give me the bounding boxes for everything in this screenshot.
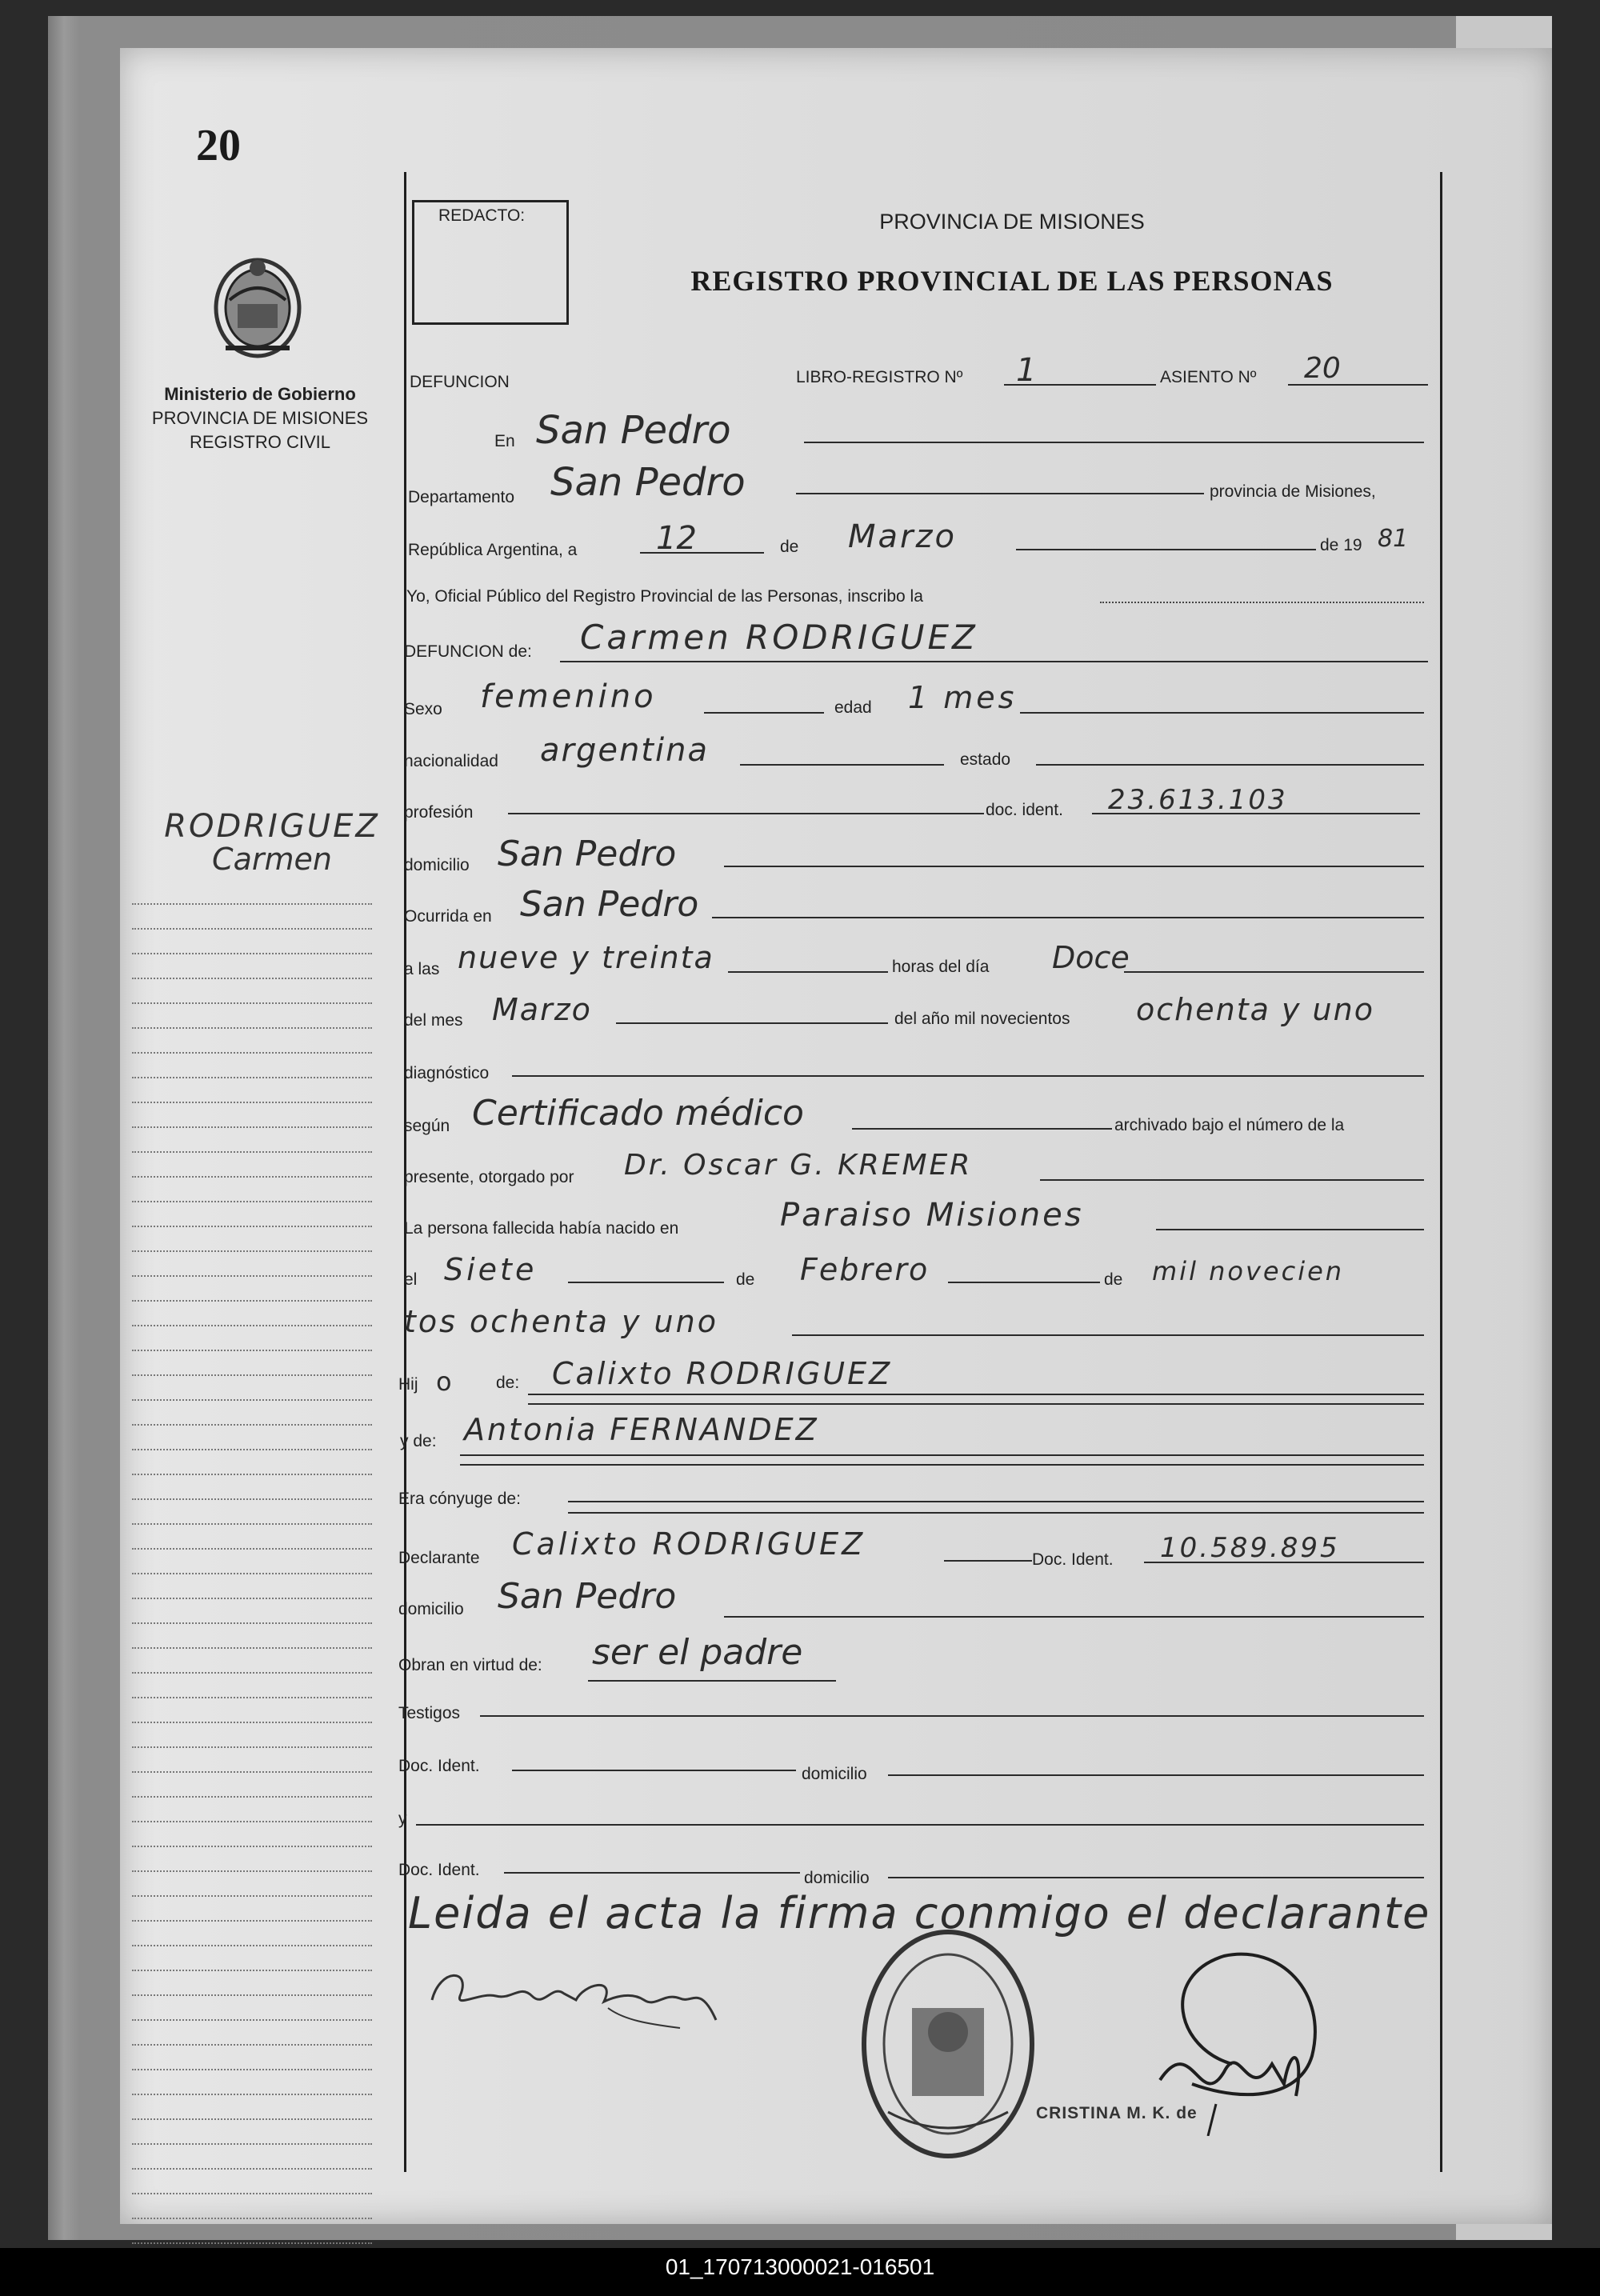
conyuge-line <box>568 1501 1424 1502</box>
margin-ruled-line <box>132 1302 372 1326</box>
estado-line <box>1036 764 1424 766</box>
domicilio-value: San Pedro <box>498 834 677 874</box>
conyuge-line-2 <box>568 1512 1424 1514</box>
closing-note: Leida el acta la firma conmigo el declarante <box>408 1888 1431 1938</box>
sexo-line <box>704 712 824 714</box>
margin-ruled-line <box>132 1798 372 1822</box>
margin-ruled-line <box>132 1922 372 1946</box>
deceased-line <box>560 661 1428 662</box>
en-label: En <box>494 432 515 450</box>
margin-ruled-line <box>132 1773 372 1798</box>
deceased-name: Carmen RODRIGUEZ <box>580 618 978 657</box>
margin-ruled-line <box>132 1822 372 1847</box>
doc-ident-value: 23.613.103 <box>1108 784 1288 816</box>
margin-ruled-line <box>132 1103 372 1128</box>
profesion-line <box>508 813 984 814</box>
y-label: y <box>398 1810 407 1828</box>
el-line <box>568 1282 724 1283</box>
en-line <box>804 442 1424 443</box>
margin-ruled-line <box>132 1426 372 1450</box>
asiento-line <box>1288 384 1428 386</box>
margin-ruled-line <box>132 1996 372 2021</box>
margin-ruled-line <box>132 1723 372 1748</box>
margin-ruled-line <box>132 2095 372 2120</box>
t1-dom-line <box>888 1774 1424 1776</box>
margin-ruled-line <box>132 1698 372 1723</box>
domicilio-label: domicilio <box>404 856 470 874</box>
testigos-label: Testigos <box>398 1704 461 1722</box>
margin-ruled-line <box>132 2194 372 2219</box>
margin-ruled-line <box>132 2120 372 2145</box>
nacido-value: Paraiso Misiones <box>780 1197 1084 1234</box>
profesion-label: profesión <box>404 803 474 822</box>
edad-value: 1 mes <box>908 680 1018 715</box>
de3-label: de <box>1104 1270 1123 1289</box>
sexo-label: Sexo <box>404 700 442 718</box>
departamento-line <box>796 493 1204 494</box>
del-mes-line <box>616 1022 888 1024</box>
margin-ruled-line <box>132 1277 372 1302</box>
file-id: 01_170713000021-016501 <box>665 2254 935 2279</box>
presente-value: Dr. Oscar G. KREMER <box>624 1149 973 1182</box>
decl-dom-line <box>724 1616 1424 1618</box>
hijo-label: Hij <box>398 1375 418 1394</box>
domicilio-line <box>724 866 1424 867</box>
segun-label: según <box>404 1117 450 1135</box>
margin-ruled-line <box>132 1178 372 1202</box>
horas-label: horas del día <box>892 958 990 976</box>
margin-note-surname: RODRIGUEZ <box>164 808 380 845</box>
margin-ruled-line <box>132 1252 372 1277</box>
day-line <box>640 552 764 554</box>
margin-ruled-line <box>132 930 372 954</box>
margin-ruled-line <box>132 2070 372 2095</box>
margin-ruled-line <box>132 1351 372 1376</box>
segun-value: Certificado médico <box>472 1093 804 1134</box>
de2-line <box>948 1282 1100 1283</box>
defuncion-de-label: DEFUNCION de: <box>404 642 532 661</box>
margin-ruled-line <box>132 1599 372 1624</box>
header-registry: REGISTRO PROVINCIAL DE LAS PERSONAS <box>690 265 1334 297</box>
margin-ruled-line <box>132 1078 372 1103</box>
father-line <box>528 1394 1424 1395</box>
year-label: de 19 <box>1320 536 1362 554</box>
father-line-2 <box>528 1403 1424 1405</box>
edad-line <box>1020 712 1424 714</box>
decl-doc-label: Doc. Ident. <box>1032 1550 1114 1569</box>
de2-value: Febrero <box>800 1252 930 1287</box>
departamento-value: San Pedro <box>550 460 746 505</box>
diagnostico-line <box>512 1075 1424 1077</box>
a-las-line <box>728 971 888 973</box>
nacido-label: La persona fallecida había nacido en <box>404 1219 679 1238</box>
official-stamp-icon <box>860 1928 1036 2160</box>
coat-of-arms-icon <box>210 252 306 364</box>
ocurrida-line <box>712 917 1424 918</box>
t2-dom-label: domicilio <box>804 1869 870 1887</box>
el-label: el <box>404 1270 418 1289</box>
hijo-suffix: o <box>436 1366 452 1397</box>
yo-line <box>1100 602 1424 603</box>
sexo-value: femenino <box>480 678 657 715</box>
asiento-label: ASIENTO Nº <box>1160 368 1257 386</box>
ocurrida-value: San Pedro <box>520 884 699 925</box>
doc-ident-label: doc. ident. <box>986 801 1063 819</box>
decl-doc-value: 10.589.895 <box>1160 1532 1340 1564</box>
civil-registry-label: REGISTRO CIVIL <box>189 432 331 452</box>
margin-ruled-line <box>132 1029 372 1054</box>
margin-ruled-line <box>132 2046 372 2070</box>
de-label: de <box>780 538 799 556</box>
de3-value: mil novecien <box>1152 1256 1345 1286</box>
margin-ruled-lines <box>132 880 372 2269</box>
margin-ruled-line <box>132 1847 372 1872</box>
de2-label: de <box>736 1270 755 1289</box>
day-value: 12 <box>656 520 697 557</box>
declarant-signature <box>424 1952 728 2040</box>
ministry-label: Ministerio de Gobierno <box>164 384 356 404</box>
left-header <box>128 382 392 454</box>
del-anio-label: del año mil novecientos <box>894 1010 1070 1028</box>
margin-note <box>152 808 392 877</box>
declarante-value: Calixto RODRIGUEZ <box>512 1526 866 1562</box>
margin-ruled-line <box>132 2170 372 2194</box>
t2-doc-line <box>504 1872 800 1874</box>
margin-ruled-line <box>132 1475 372 1500</box>
doc-ident-line <box>1092 813 1420 814</box>
mother-line <box>460 1454 1424 1456</box>
month-value: Marzo <box>848 518 957 555</box>
declarante-line <box>944 1560 1032 1562</box>
margin-ruled-line <box>132 2145 372 2170</box>
margin-ruled-line <box>132 1376 372 1401</box>
presente-label: presente, otorgado por <box>404 1168 574 1186</box>
t2-doc-label: Doc. Ident. <box>398 1861 480 1879</box>
conyuge-label: Era cónyuge de: <box>398 1490 521 1508</box>
margin-ruled-line <box>132 1450 372 1475</box>
del-anio-value: ochenta y uno <box>1136 992 1374 1027</box>
y-de-label: y de: <box>400 1432 437 1450</box>
departamento-label: Departamento <box>408 488 515 506</box>
t2-dom-line <box>888 1877 1424 1878</box>
margin-ruled-line <box>132 880 372 905</box>
libro-label: LIBRO-REGISTRO Nº <box>796 368 963 386</box>
del-mes-value: Marzo <box>492 992 592 1027</box>
margin-ruled-line <box>132 905 372 930</box>
margin-ruled-line <box>132 1153 372 1178</box>
a-las-value: nueve y treinta <box>458 940 714 975</box>
presente-line <box>1040 1179 1424 1181</box>
page-number: 20 <box>196 121 241 170</box>
libro-value: 1 <box>1016 352 1037 389</box>
testigos-line <box>480 1715 1424 1717</box>
horas-line <box>1124 971 1424 973</box>
margin-ruled-line <box>132 1500 372 1525</box>
nacionalidad-value: argentina <box>540 732 709 769</box>
nacionalidad-line <box>740 764 944 766</box>
republica-label: República Argentina, a <box>408 541 578 559</box>
margin-ruled-line <box>132 1624 372 1649</box>
margin-ruled-line <box>132 2219 372 2244</box>
diagnostico-label: diagnóstico <box>404 1064 490 1082</box>
t1-doc-line <box>512 1770 796 1771</box>
horas-value: Doce <box>1052 940 1130 975</box>
obran-line <box>588 1680 836 1682</box>
mother-name: Antonia FERNANDEZ <box>464 1412 819 1447</box>
year-value: 81 <box>1378 525 1409 553</box>
birth-year-continuation: tos ochenta y uno <box>404 1304 718 1339</box>
margin-ruled-line <box>132 1525 372 1550</box>
month-line <box>1016 549 1316 550</box>
margin-ruled-line <box>132 954 372 979</box>
libro-line <box>1004 384 1156 386</box>
archivado-label: archivado bajo el número de la <box>1114 1116 1345 1134</box>
nacionalidad-label: nacionalidad <box>404 752 498 770</box>
decl-dom-label: domicilio <box>398 1600 464 1618</box>
asiento-value: 20 <box>1304 352 1341 385</box>
obran-label: Obran en virtud de: <box>398 1656 542 1674</box>
margin-ruled-line <box>132 1674 372 1698</box>
yo-label: Yo, Oficial Público del Registro Provincial de las Personas, inscribo la <box>406 587 923 606</box>
margin-ruled-line <box>132 1971 372 1996</box>
right-border <box>1440 172 1442 2172</box>
ocurrida-label: Ocurrida en <box>404 907 492 926</box>
header-province: PROVINCIA DE MISIONES <box>879 210 1145 234</box>
el-value: Siete <box>444 1252 538 1287</box>
segun-line <box>852 1128 1112 1130</box>
type-label: DEFUNCION <box>410 373 510 391</box>
declarante-label: Declarante <box>398 1549 480 1567</box>
margin-ruled-line <box>132 1326 372 1351</box>
margin-ruled-line <box>132 1897 372 1922</box>
en-value: San Pedro <box>536 408 731 453</box>
margin-ruled-line <box>132 1574 372 1599</box>
margin-ruled-line <box>132 1872 372 1897</box>
margin-ruled-line <box>132 1004 372 1029</box>
y-line <box>416 1824 1424 1826</box>
del-mes-label: del mes <box>404 1011 463 1030</box>
margin-ruled-line <box>132 1401 372 1426</box>
nacido-line <box>1156 1229 1424 1230</box>
redacto-label: REDACTO: <box>438 206 526 225</box>
obran-value: ser el padre <box>592 1632 803 1673</box>
margin-ruled-line <box>132 979 372 1004</box>
margin-note-name: Carmen <box>212 842 332 877</box>
estado-label: estado <box>960 750 1011 769</box>
margin-ruled-line <box>132 1748 372 1773</box>
official-name-stamp: CRISTINA M. K. de <box>1036 2104 1198 2122</box>
provincia-label: provincia de Misiones, <box>1210 482 1376 501</box>
t1-dom-label: domicilio <box>802 1765 867 1783</box>
father-name: Calixto RODRIGUEZ <box>552 1356 893 1391</box>
t1-doc-label: Doc. Ident. <box>398 1757 480 1775</box>
margin-ruled-line <box>132 1946 372 1971</box>
margin-ruled-line <box>132 1202 372 1227</box>
continuation-line <box>792 1334 1424 1336</box>
margin-ruled-line <box>132 1649 372 1674</box>
edad-label: edad <box>834 698 872 717</box>
province-label: PROVINCIA DE MISIONES <box>151 408 369 428</box>
margin-ruled-line <box>132 1054 372 1078</box>
decl-doc-line <box>1144 1562 1424 1563</box>
a-las-label: a las <box>404 960 440 978</box>
margin-ruled-line <box>132 1550 372 1574</box>
margin-ruled-line <box>132 1128 372 1153</box>
hijo-de-label: de: <box>496 1374 520 1392</box>
margin-ruled-line <box>132 2021 372 2046</box>
mother-line-2 <box>460 1464 1424 1466</box>
margin-ruled-line <box>132 1227 372 1252</box>
decl-dom-value: San Pedro <box>498 1576 677 1617</box>
